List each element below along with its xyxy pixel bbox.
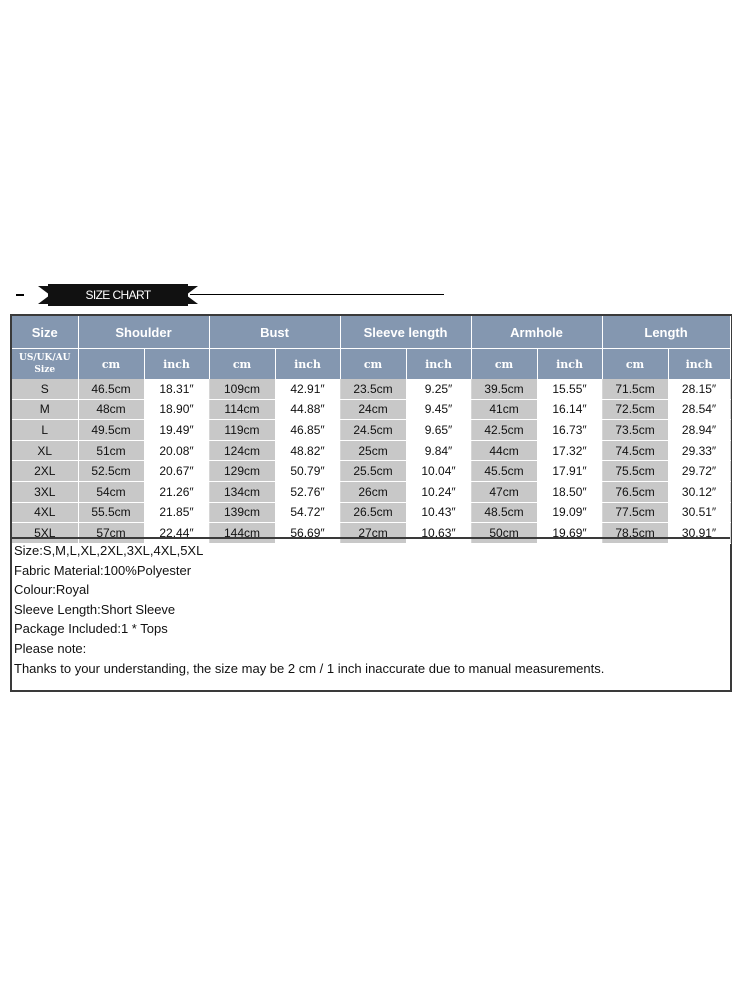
cm-cell: 77.5cm [602, 502, 668, 523]
cm-cell: 24cm [340, 399, 406, 420]
inch-cell: 21.26″ [144, 481, 209, 502]
inch-cell: 9.65″ [406, 420, 471, 441]
inch-cell: 10.43″ [406, 502, 471, 523]
column-header-armhole: Armhole [471, 316, 602, 349]
cm-cell: 72.5cm [602, 399, 668, 420]
inch-cell: 28.94″ [668, 420, 730, 441]
inch-cell: 28.15″ [668, 379, 730, 399]
cm-cell: 24.5cm [340, 420, 406, 441]
inch-cell: 20.08″ [144, 440, 209, 461]
cm-cell: 27cm [340, 523, 406, 544]
inch-cell: 19.49″ [144, 420, 209, 441]
cm-cell: 41cm [471, 399, 537, 420]
inch-cell: 46.85″ [275, 420, 340, 441]
table-row [12, 440, 730, 461]
unit-header-inch: inch [668, 349, 730, 380]
product-notes [12, 537, 730, 678]
unit-header-inch: inch [537, 349, 602, 380]
table-row [12, 399, 730, 420]
cm-cell: 73.5cm [602, 420, 668, 441]
cm-cell: 48.5cm [471, 502, 537, 523]
size-cell: 4XL [12, 502, 78, 523]
inch-cell: 50.79″ [275, 461, 340, 482]
cm-cell: 57cm [78, 523, 144, 544]
size-cell: M [12, 399, 78, 420]
inch-cell: 16.73″ [537, 420, 602, 441]
inch-cell: 21.85″ [144, 502, 209, 523]
group-header-row [12, 316, 730, 349]
size-chart-frame [10, 314, 732, 692]
cm-cell: 55.5cm [78, 502, 144, 523]
inch-cell: 30.51″ [668, 502, 730, 523]
size-cell: 3XL [12, 481, 78, 502]
inch-cell: 10.63″ [406, 523, 471, 544]
inch-cell: 48.82″ [275, 440, 340, 461]
note-line: Thanks to your understanding, the size may be 2 cm / 1 inch inaccurate due to manual measurements. [14, 660, 605, 676]
note-line: Colour:Royal [14, 582, 90, 598]
cm-cell: 26.5cm [340, 502, 406, 523]
cm-cell: 45.5cm [471, 461, 537, 482]
size-cell: L [12, 420, 78, 441]
inch-cell: 30.12″ [668, 481, 730, 502]
cm-cell: 49.5cm [78, 420, 144, 441]
unit-header-row [12, 349, 730, 380]
cm-cell: 26cm [340, 481, 406, 502]
unit-header-cm: cm [209, 349, 275, 380]
inch-cell: 20.67″ [144, 461, 209, 482]
unit-header-cm: cm [471, 349, 537, 380]
inch-cell: 52.76″ [275, 481, 340, 502]
table-row [12, 379, 730, 399]
cm-cell: 46.5cm [78, 379, 144, 399]
cm-cell: 25.5cm [340, 461, 406, 482]
inch-cell: 29.72″ [668, 461, 730, 482]
unit-header-cm: cm [340, 349, 406, 380]
cm-cell: 42.5cm [471, 420, 537, 441]
inch-cell: 42.91″ [275, 379, 340, 399]
cm-cell: 48cm [78, 399, 144, 420]
inch-cell: 15.55″ [537, 379, 602, 399]
table-row [12, 420, 730, 441]
note-line: Sleeve Length:Short Sleeve [14, 601, 176, 617]
note-line: Package Included:1 * Tops [14, 621, 168, 637]
inch-cell: 9.45″ [406, 399, 471, 420]
inch-cell: 28.54″ [668, 399, 730, 420]
inch-cell: 18.31″ [144, 379, 209, 399]
cm-cell: 76.5cm [602, 481, 668, 502]
inch-cell: 16.14″ [537, 399, 602, 420]
note-line: Please note: [14, 640, 87, 656]
cm-cell: 44cm [471, 440, 537, 461]
inch-cell: 18.50″ [537, 481, 602, 502]
size-chart-ribbon [38, 284, 198, 306]
inch-cell: 9.84″ [406, 440, 471, 461]
column-header-bust: Bust [209, 316, 340, 349]
unit-header-inch: inch [275, 349, 340, 380]
cm-cell: 50cm [471, 523, 537, 544]
column-header-length: Length [602, 316, 730, 349]
inch-cell: 22.44″ [144, 523, 209, 544]
cm-cell: 75.5cm [602, 461, 668, 482]
size-table [12, 316, 731, 544]
inch-cell: 30.91″ [668, 523, 730, 544]
cm-cell: 51cm [78, 440, 144, 461]
inch-cell: 29.33″ [668, 440, 730, 461]
cm-cell: 23.5cm [340, 379, 406, 399]
inch-cell: 17.32″ [537, 440, 602, 461]
cm-cell: 74.5cm [602, 440, 668, 461]
cm-cell: 119cm [209, 420, 275, 441]
size-cell: XL [12, 440, 78, 461]
size-sub-header: US/UK/AU Size [12, 349, 78, 380]
cm-cell: 52.5cm [78, 461, 144, 482]
table-row [12, 461, 730, 482]
cm-cell: 78.5cm [602, 523, 668, 544]
cm-cell: 39.5cm [471, 379, 537, 399]
size-chart-header [12, 282, 452, 308]
cm-cell: 114cm [209, 399, 275, 420]
cm-cell: 109cm [209, 379, 275, 399]
inch-cell: 19.69″ [537, 523, 602, 544]
inch-cell: 54.72″ [275, 502, 340, 523]
header-rule [190, 294, 444, 295]
cm-cell: 134cm [209, 481, 275, 502]
inch-cell: 56.69″ [275, 523, 340, 544]
unit-header-cm: cm [602, 349, 668, 380]
inch-cell: 10.24″ [406, 481, 471, 502]
size-cell: S [12, 379, 78, 399]
size-cell: 2XL [12, 461, 78, 482]
cm-cell: 129cm [209, 461, 275, 482]
cm-cell: 25cm [340, 440, 406, 461]
inch-cell: 44.88″ [275, 399, 340, 420]
cm-cell: 124cm [209, 440, 275, 461]
unit-header-inch: inch [406, 349, 471, 380]
cm-cell: 47cm [471, 481, 537, 502]
cm-cell: 71.5cm [602, 379, 668, 399]
cm-cell: 54cm [78, 481, 144, 502]
cm-cell: 139cm [209, 502, 275, 523]
note-line: Fabric Material:100%Polyester [14, 562, 192, 578]
column-header-size: Size [12, 316, 78, 349]
inch-cell: 10.04″ [406, 461, 471, 482]
inch-cell: 19.09″ [537, 502, 602, 523]
inch-cell: 17.91″ [537, 461, 602, 482]
inch-cell: 18.90″ [144, 399, 209, 420]
note-line: Size:S,M,L,XL,2XL,3XL,4XL,5XL [14, 543, 204, 558]
unit-header-cm: cm [78, 349, 144, 380]
inch-cell: 9.25″ [406, 379, 471, 399]
column-header-shoulder: Shoulder [78, 316, 209, 349]
cm-cell: 144cm [209, 523, 275, 544]
column-header-sleeve-length: Sleeve length [340, 316, 471, 349]
unit-header-inch: inch [144, 349, 209, 380]
table-row [12, 502, 730, 523]
header-dash [16, 294, 24, 296]
size-chart-title: SIZE CHART [85, 288, 151, 302]
table-row [12, 481, 730, 502]
size-cell: 5XL [12, 523, 78, 544]
